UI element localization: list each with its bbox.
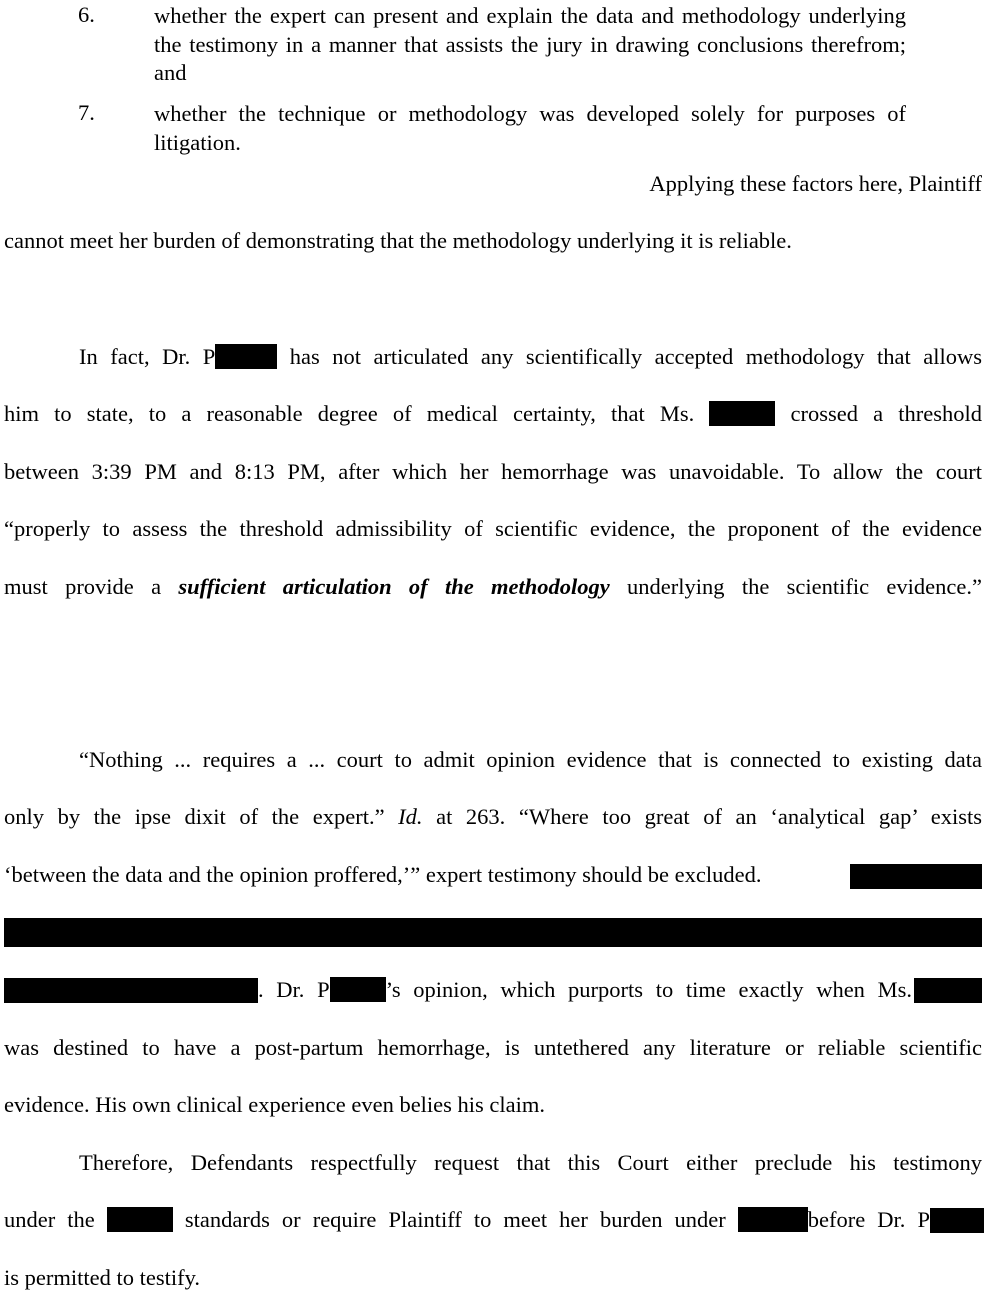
para3-text: “Nothing ... requires a ... court to admit opinion evidence that is connected to existing data — [79, 747, 982, 772]
para3-text: . Dr. P — [258, 977, 330, 1002]
para3-text: ’s opinion, which purports to time exactly when Ms. — [385, 977, 912, 1002]
para4-text: under the — [4, 1207, 107, 1232]
redaction-block — [914, 978, 982, 1003]
para3-text: evidence. His own clinical experience even belies his claim. — [4, 1092, 546, 1117]
para2-line1 — [79, 342, 982, 372]
para4-text: Therefore, Defendants respectfully request that this Court either preclude his testimony — [79, 1150, 982, 1175]
para1-line2 — [4, 226, 982, 256]
list-text: whether the expert can present and explain the data and methodology underlying the testimony in a manner that assists the jury in drawing conclusions therefrom; and — [154, 3, 906, 85]
para4-line1 — [79, 1148, 982, 1178]
para4-line3 — [4, 1263, 982, 1293]
para4-text: before Dr. P — [807, 1207, 930, 1232]
redaction-block — [738, 1207, 808, 1232]
redaction-block — [330, 977, 386, 1002]
list-number: 6. — [78, 2, 95, 27]
para2-text: crossed a threshold — [775, 401, 983, 426]
redaction-block-full-line — [4, 918, 982, 947]
citation-text: Id. — [398, 804, 423, 829]
para3-line2 — [4, 802, 982, 832]
redaction-block — [107, 1207, 173, 1232]
para3-text: at 263. “Where too great of an ‘analytical gap’ exists — [422, 804, 982, 829]
para4-text: is permitted to testify. — [4, 1265, 201, 1290]
para3-text: was destined to have a post-partum hemorrhage, is untethered any literature or reliable scientific — [4, 1035, 982, 1060]
para2-line5 — [4, 572, 982, 602]
para1-text: Applying these factors here, Plaintiff — [649, 171, 982, 196]
para2-line4 — [4, 514, 982, 544]
para2-text: must provide a — [4, 574, 179, 599]
list-text: whether the technique or methodology was developed solely for purposes of litigation. — [154, 101, 906, 155]
para3-line7 — [4, 1090, 982, 1120]
para2-text: underlying the scientific evidence.” — [609, 574, 982, 599]
redaction-block — [709, 401, 775, 426]
para3-text: only by the ipse dixit of the expert.” — [4, 804, 399, 829]
para1-line1 — [4, 169, 982, 199]
emphasis-text: sufficient articulation of the methodology — [178, 574, 610, 599]
para2-line3 — [4, 457, 982, 487]
para3-line3 — [4, 860, 982, 890]
redaction-block — [4, 978, 258, 1003]
para2-text: In fact, Dr. P — [79, 344, 216, 369]
para1-text: cannot meet her burden of demonstrating that the methodology underlying it is reliable. — [4, 228, 792, 253]
redaction-block — [930, 1208, 984, 1233]
redaction-block — [215, 344, 277, 369]
para4-line2 — [4, 1205, 930, 1235]
para2-text: between 3:39 PM and 8:13 PM, after which her hemorrhage was unavoidable. To allow the court — [4, 459, 982, 484]
redaction-block — [850, 864, 982, 889]
para3-line6 — [4, 1033, 982, 1063]
para3-line1 — [79, 745, 982, 775]
list-number: 7. — [78, 100, 95, 125]
para2-text: has not articulated any scientifically accepted methodology that allows — [277, 344, 982, 369]
para2-text: “properly to assess the threshold admissibility of scientific evidence, the proponent of the evidence — [4, 516, 982, 541]
para2-line2 — [4, 399, 982, 429]
para3-line5 — [258, 975, 912, 1005]
para3-text: ‘between the data and the opinion proffered,’” expert testimony should be excluded. — [4, 862, 762, 887]
para2-text: him to state, to a reasonable degree of medical certainty, that Ms. — [4, 401, 710, 426]
para4-text: standards or require Plaintiff to meet her burden under — [172, 1207, 738, 1232]
